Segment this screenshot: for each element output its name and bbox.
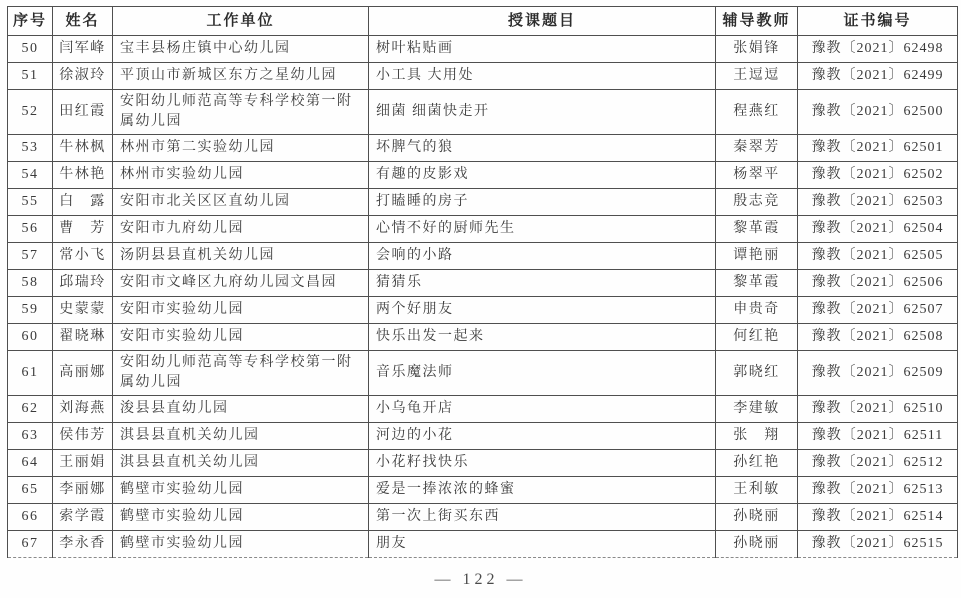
cell-serial-number: 55 <box>8 189 53 216</box>
cell-lecture-title: 朋友 <box>369 531 716 558</box>
table-row <box>8 135 958 162</box>
page-number: — 122 — <box>434 571 527 588</box>
cell-tutor-teacher: 殷志竞 <box>716 189 798 216</box>
cell-lecture-title: 小乌龟开店 <box>369 396 716 423</box>
cell-tutor-teacher: 张 翔 <box>716 423 798 450</box>
cell-serial-number: 62 <box>8 396 53 423</box>
cell-work-unit: 平顶山市新城区东方之星幼儿园 <box>113 63 369 90</box>
cell-name: 常小飞 <box>53 243 113 270</box>
cell-lecture-title: 心情不好的厨师先生 <box>369 216 716 243</box>
header-certificate-number: 证书编号 <box>798 7 958 36</box>
cell-name: 李永香 <box>53 531 113 558</box>
cell-tutor-teacher: 黎革霞 <box>716 270 798 297</box>
cell-work-unit: 汤阴县县直机关幼儿园 <box>113 243 369 270</box>
cell-name: 牛林艳 <box>53 162 113 189</box>
cell-work-unit: 安阳市实验幼儿园 <box>113 324 369 351</box>
cell-name: 史蒙蒙 <box>53 297 113 324</box>
cell-work-unit: 淇县县直机关幼儿园 <box>113 450 369 477</box>
cell-lecture-title: 坏脾气的狼 <box>369 135 716 162</box>
cell-name: 翟晓琳 <box>53 324 113 351</box>
cell-lecture-title: 有趣的皮影戏 <box>369 162 716 189</box>
table-row <box>8 36 958 63</box>
cell-serial-number: 67 <box>8 531 53 558</box>
cell-tutor-teacher: 王逗逗 <box>716 63 798 90</box>
table-body <box>8 36 958 558</box>
cell-name: 侯伟芳 <box>53 423 113 450</box>
cell-lecture-title: 音乐魔法师 <box>369 351 716 396</box>
table-row <box>8 90 958 135</box>
cell-lecture-title: 第一次上街买东西 <box>369 504 716 531</box>
cell-name: 高丽娜 <box>53 351 113 396</box>
cell-name: 田红霞 <box>53 90 113 135</box>
table-row <box>8 63 958 90</box>
cell-work-unit: 淇县县直机关幼儿园 <box>113 423 369 450</box>
cell-tutor-teacher: 秦翠芳 <box>716 135 798 162</box>
cell-work-unit: 安阳市文峰区九府幼儿园文昌园 <box>113 270 369 297</box>
cell-serial-number: 61 <box>8 351 53 396</box>
cell-lecture-title: 两个好朋友 <box>369 297 716 324</box>
cell-serial-number: 63 <box>8 423 53 450</box>
table-row <box>8 189 958 216</box>
cell-name: 刘海燕 <box>53 396 113 423</box>
cell-certificate-number: 豫教〔2021〕62509 <box>798 351 958 396</box>
cell-serial-number: 56 <box>8 216 53 243</box>
cell-lecture-title: 打瞌睡的房子 <box>369 189 716 216</box>
table-row <box>8 243 958 270</box>
cell-lecture-title: 快乐出发一起来 <box>369 324 716 351</box>
cell-lecture-title: 会响的小路 <box>369 243 716 270</box>
cell-serial-number: 58 <box>8 270 53 297</box>
cell-work-unit: 鹤壁市实验幼儿园 <box>113 504 369 531</box>
cell-serial-number: 60 <box>8 324 53 351</box>
cell-certificate-number: 豫教〔2021〕62515 <box>798 531 958 558</box>
cell-name: 闫军峰 <box>53 36 113 63</box>
table-row <box>8 270 958 297</box>
cell-work-unit: 安阳幼儿师范高等专科学校第一附属幼儿园 <box>113 90 369 135</box>
cell-name: 王丽娟 <box>53 450 113 477</box>
table-row <box>8 351 958 396</box>
cell-serial-number: 65 <box>8 477 53 504</box>
cell-certificate-number: 豫教〔2021〕62508 <box>798 324 958 351</box>
cell-tutor-teacher: 黎革霞 <box>716 216 798 243</box>
cell-work-unit: 安阳市北关区区直幼儿园 <box>113 189 369 216</box>
cell-work-unit: 安阳市九府幼儿园 <box>113 216 369 243</box>
cell-certificate-number: 豫教〔2021〕62500 <box>798 90 958 135</box>
cell-lecture-title: 猜猜乐 <box>369 270 716 297</box>
cell-certificate-number: 豫教〔2021〕62505 <box>798 243 958 270</box>
cell-name: 李丽娜 <box>53 477 113 504</box>
cell-certificate-number: 豫教〔2021〕62511 <box>798 423 958 450</box>
cell-certificate-number: 豫教〔2021〕62506 <box>798 270 958 297</box>
table-row <box>8 477 958 504</box>
cell-work-unit: 安阳市实验幼儿园 <box>113 297 369 324</box>
cell-tutor-teacher: 郭晓红 <box>716 351 798 396</box>
cell-tutor-teacher: 杨翠平 <box>716 162 798 189</box>
cell-certificate-number: 豫教〔2021〕62512 <box>798 450 958 477</box>
cell-name: 白 露 <box>53 189 113 216</box>
cell-serial-number: 51 <box>8 63 53 90</box>
table-row <box>8 324 958 351</box>
cell-name: 邱瑞玲 <box>53 270 113 297</box>
cell-tutor-teacher: 谭艳丽 <box>716 243 798 270</box>
cell-name: 曹 芳 <box>53 216 113 243</box>
certificate-table <box>7 6 958 558</box>
cell-lecture-title: 树叶粘贴画 <box>369 36 716 63</box>
cell-lecture-title: 小花籽找快乐 <box>369 450 716 477</box>
cell-serial-number: 52 <box>8 90 53 135</box>
table-row <box>8 396 958 423</box>
cell-serial-number: 53 <box>8 135 53 162</box>
cell-lecture-title: 爱是一捧浓浓的蜂蜜 <box>369 477 716 504</box>
table-row <box>8 450 958 477</box>
cell-tutor-teacher: 孙红艳 <box>716 450 798 477</box>
cell-serial-number: 50 <box>8 36 53 63</box>
header-name: 姓名 <box>53 7 113 36</box>
cell-serial-number: 66 <box>8 504 53 531</box>
header-lecture-title: 授课题目 <box>369 7 716 36</box>
table-row <box>8 531 958 558</box>
cell-work-unit: 林州市第二实验幼儿园 <box>113 135 369 162</box>
cell-certificate-number: 豫教〔2021〕62499 <box>798 63 958 90</box>
cell-name: 牛林枫 <box>53 135 113 162</box>
header-work-unit: 工作单位 <box>113 7 369 36</box>
cell-certificate-number: 豫教〔2021〕62502 <box>798 162 958 189</box>
cell-work-unit: 鹤壁市实验幼儿园 <box>113 531 369 558</box>
cell-work-unit: 浚县县直幼儿园 <box>113 396 369 423</box>
table-row <box>8 162 958 189</box>
cell-serial-number: 64 <box>8 450 53 477</box>
table-row <box>8 423 958 450</box>
cell-work-unit: 林州市实验幼儿园 <box>113 162 369 189</box>
cell-certificate-number: 豫教〔2021〕62498 <box>798 36 958 63</box>
cell-serial-number: 57 <box>8 243 53 270</box>
cell-name: 徐淑玲 <box>53 63 113 90</box>
cell-tutor-teacher: 孙晓丽 <box>716 504 798 531</box>
cell-work-unit: 安阳幼儿师范高等专科学校第一附属幼儿园 <box>113 351 369 396</box>
cell-tutor-teacher: 孙晓丽 <box>716 531 798 558</box>
cell-tutor-teacher: 王利敏 <box>716 477 798 504</box>
cell-lecture-title: 河边的小花 <box>369 423 716 450</box>
cell-tutor-teacher: 李建敏 <box>716 396 798 423</box>
cell-certificate-number: 豫教〔2021〕62503 <box>798 189 958 216</box>
cell-serial-number: 54 <box>8 162 53 189</box>
cell-certificate-number: 豫教〔2021〕62513 <box>798 477 958 504</box>
cell-tutor-teacher: 张娟锋 <box>716 36 798 63</box>
cell-certificate-number: 豫教〔2021〕62504 <box>798 216 958 243</box>
cell-certificate-number: 豫教〔2021〕62514 <box>798 504 958 531</box>
cell-certificate-number: 豫教〔2021〕62501 <box>798 135 958 162</box>
cell-lecture-title: 细菌 细菌快走开 <box>369 90 716 135</box>
cell-certificate-number: 豫教〔2021〕62507 <box>798 297 958 324</box>
cell-certificate-number: 豫教〔2021〕62510 <box>798 396 958 423</box>
table-row <box>8 297 958 324</box>
cell-tutor-teacher: 何红艳 <box>716 324 798 351</box>
cell-name: 索学霞 <box>53 504 113 531</box>
table-row <box>8 504 958 531</box>
header-serial-number: 序号 <box>8 7 53 36</box>
table-row <box>8 216 958 243</box>
header-tutor-teacher: 辅导教师 <box>716 7 798 36</box>
cell-tutor-teacher: 程燕红 <box>716 90 798 135</box>
cell-work-unit: 宝丰县杨庄镇中心幼儿园 <box>113 36 369 63</box>
table-header <box>8 7 958 36</box>
table-header-row <box>8 7 958 36</box>
cell-tutor-teacher: 申贵奇 <box>716 297 798 324</box>
cell-serial-number: 59 <box>8 297 53 324</box>
cell-lecture-title: 小工具 大用处 <box>369 63 716 90</box>
cell-work-unit: 鹤壁市实验幼儿园 <box>113 477 369 504</box>
